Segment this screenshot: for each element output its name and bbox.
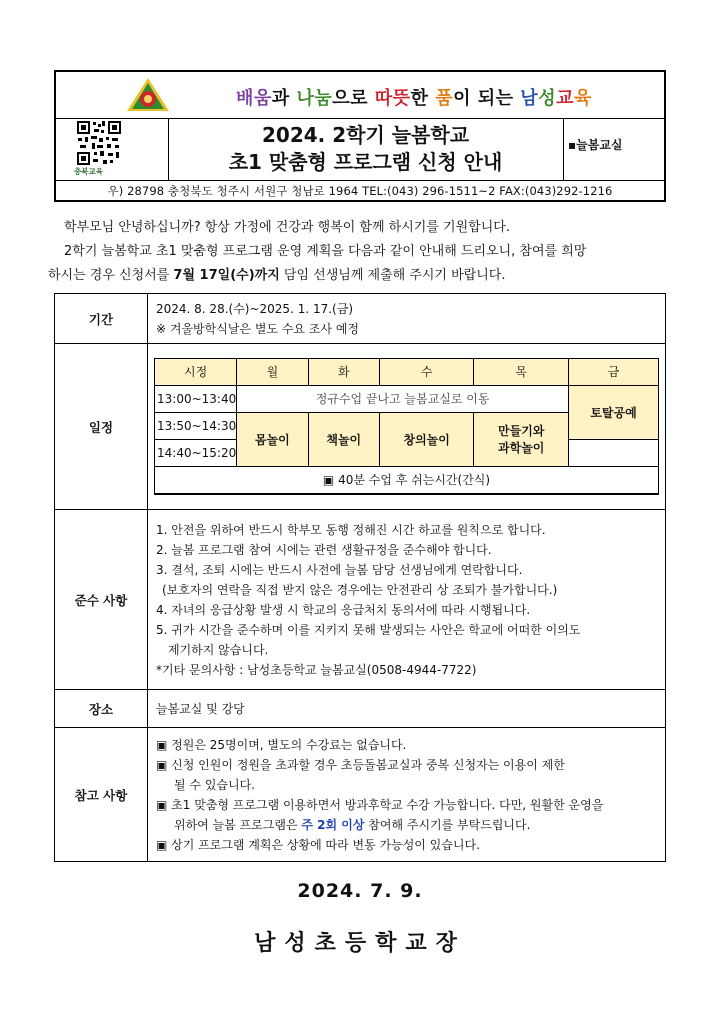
intro-text: 하시는 경우 신청서를 [48,268,174,283]
period-dates: 2024. 8. 28.(수)~2025. 1. 17.(금) [156,301,353,316]
slogan-part: 따뜻 [374,88,411,109]
schedule-header-row [155,359,659,386]
notes-content [148,728,666,862]
rule-item: 제기하지 않습니다. [168,642,269,657]
regular-class-cell: 정규수업 끝나고 늘봄교실로 이동 [237,386,569,413]
slogan-row [56,72,664,119]
slogan-part: 이 되는 [453,88,521,109]
rule-item: (보호자의 연락을 직접 받지 않은 경우에는 안전관리 상 조퇴가 불가합니다.) [162,582,558,597]
rule-item: 1. 안전을 위하여 반드시 학부모 동행 정해진 시간 하교를 원칙으로 합니다. [156,522,546,537]
wed-activity: 창의놀이 [379,413,474,467]
rules-label: 준수 사항 [55,510,148,690]
header-fri: 금 [569,359,659,386]
note-item: ▣ 정원은 25명이며, 별도의 수강료는 없습니다. [156,737,407,752]
rules-row [55,510,666,690]
slogan-part: 한 [410,88,436,109]
notes-row [55,728,666,862]
title-line-1: 2024. 2학기 늘봄학교 [261,123,470,147]
header-wed: 수 [379,359,474,386]
fri-activity: 토탈공예 [569,386,659,440]
school-slogan [236,84,592,110]
logo-caption: 충북교육 [74,167,103,176]
schedule-content [148,344,666,510]
info-table [54,293,666,862]
intro-line-3 [48,264,668,288]
slogan-part: 배움 [236,88,272,109]
title-line-2: 초1 맞춤형 프로그램 신청 안내 [228,150,503,174]
rule-item: 3. 결석, 조퇴 시에는 반드시 사전에 늘봄 담당 선생님에게 연락합니다. [156,562,523,577]
time-slot: 13:00~13:40 [155,386,237,413]
slogan-part: 나눔 [296,88,333,109]
schedule-row-1 [155,386,659,413]
intro-line-1: 학부모님 안녕하십니까? 항상 가정에 건강과 행복이 함께 하시기를 기원합니다. [64,220,510,235]
department-tag: ▪늘봄교실 [568,138,623,152]
time-slot: 13:50~14:30 [155,413,237,440]
period-row [55,294,666,344]
school-address: 우) 28798 충청북도 청주시 서원구 청남로 1964 TEL:(043) 296-1511~2 FAX:(043)292-1216 [107,184,613,198]
rules-content [148,510,666,690]
issue-date: 2024. 7. 9. [297,880,423,902]
slogan-part: 남 [520,88,539,109]
slogan-part: 교 [556,88,574,109]
header-time: 시정 [155,359,237,386]
thu-activity: 만들기와 과학놀이 [474,413,569,467]
highlight-frequency: 주 2회 이상 [301,817,365,832]
schedule-table [154,358,659,495]
note-text: 참여해 주시기를 부탁드립니다. [364,817,531,832]
period-content [148,294,666,344]
period-note: ※ 겨울방학식날은 별도 수요 조사 예정 [156,321,360,336]
slogan-part: 품 [435,88,454,109]
rules-list [156,520,657,680]
break-note: ▣ 40분 수업 후 쉬는시간(간식) [155,467,659,495]
letterhead [54,70,666,202]
school-emblem-icon [126,77,170,113]
schedule-row [55,344,666,510]
notes-label: 참고 사항 [55,728,148,862]
note-item: ▣ 신청 인원이 정원을 초과할 경우 초등돌봄교실과 중복 신청자는 이용이 제한 [156,757,565,772]
note-item: ▣ 초1 맞춤형 프로그램 이용하면서 방과후학교 수강 가능합니다. 다만, 원활한 운영을 [156,797,604,812]
intro-text: 담임 선생님께 제출해 주시기 바랍니다. [279,268,506,283]
principal-signature: 남성초등학교장 [254,931,466,956]
slogan-part: 성 [538,88,557,109]
title-row [56,118,664,181]
document-title [168,118,564,180]
note-item: 될 수 있습니다. [174,777,255,792]
header-tue: 화 [308,359,379,386]
contact-info: *기타 문의사항 : 남성초등학교 늘봄교실(0508-4944-7722) [156,662,477,677]
slogan-part: 으로 [332,88,375,109]
tue-activity: 책놀이 [308,413,379,467]
slogan-part: 육 [573,88,592,109]
period-label: 기간 [55,294,148,344]
mon-activity: 몸놀이 [237,413,308,467]
place-label: 장소 [55,690,148,728]
note-item: ▣ 상기 프로그램 계획은 상황에 따라 변동 가능성이 있습니다. [156,837,480,852]
schedule-note-row [155,467,659,495]
place-value: 늘봄교실 및 강당 [148,690,666,728]
note-text: 위하여 늘봄 프로그램은 [174,817,302,832]
empty-cell [569,440,659,467]
header-mon: 월 [237,359,308,386]
rule-item: 2. 늘봄 프로그램 참여 시에는 관련 생활규정을 준수해야 합니다. [156,542,492,557]
place-row [55,690,666,728]
qr-logo-cell [56,118,169,180]
qr-code-icon [76,120,122,166]
deadline-date: 7월 17일(수)까지 [173,268,280,283]
rule-item: 5. 귀가 시간을 준수하며 이를 지키지 못해 발생되는 사안은 학교에 어떠한 이의도 [156,622,581,637]
rule-item: 4. 자녀의 응급상황 발생 시 학교의 응급처치 동의서에 따라 시행됩니다. [156,602,531,617]
time-slot: 14:40~15:20 [155,440,237,467]
intro-line-2: 2학기 늘봄학교 초1 맞춤형 프로그램 운영 계획을 다음과 같이 안내해 드리오니, 참여를 희망 [64,244,587,259]
slogan-part: 과 [271,88,297,109]
note-item [156,815,657,835]
schedule-label: 일정 [55,344,148,510]
header-thu: 목 [474,359,569,386]
